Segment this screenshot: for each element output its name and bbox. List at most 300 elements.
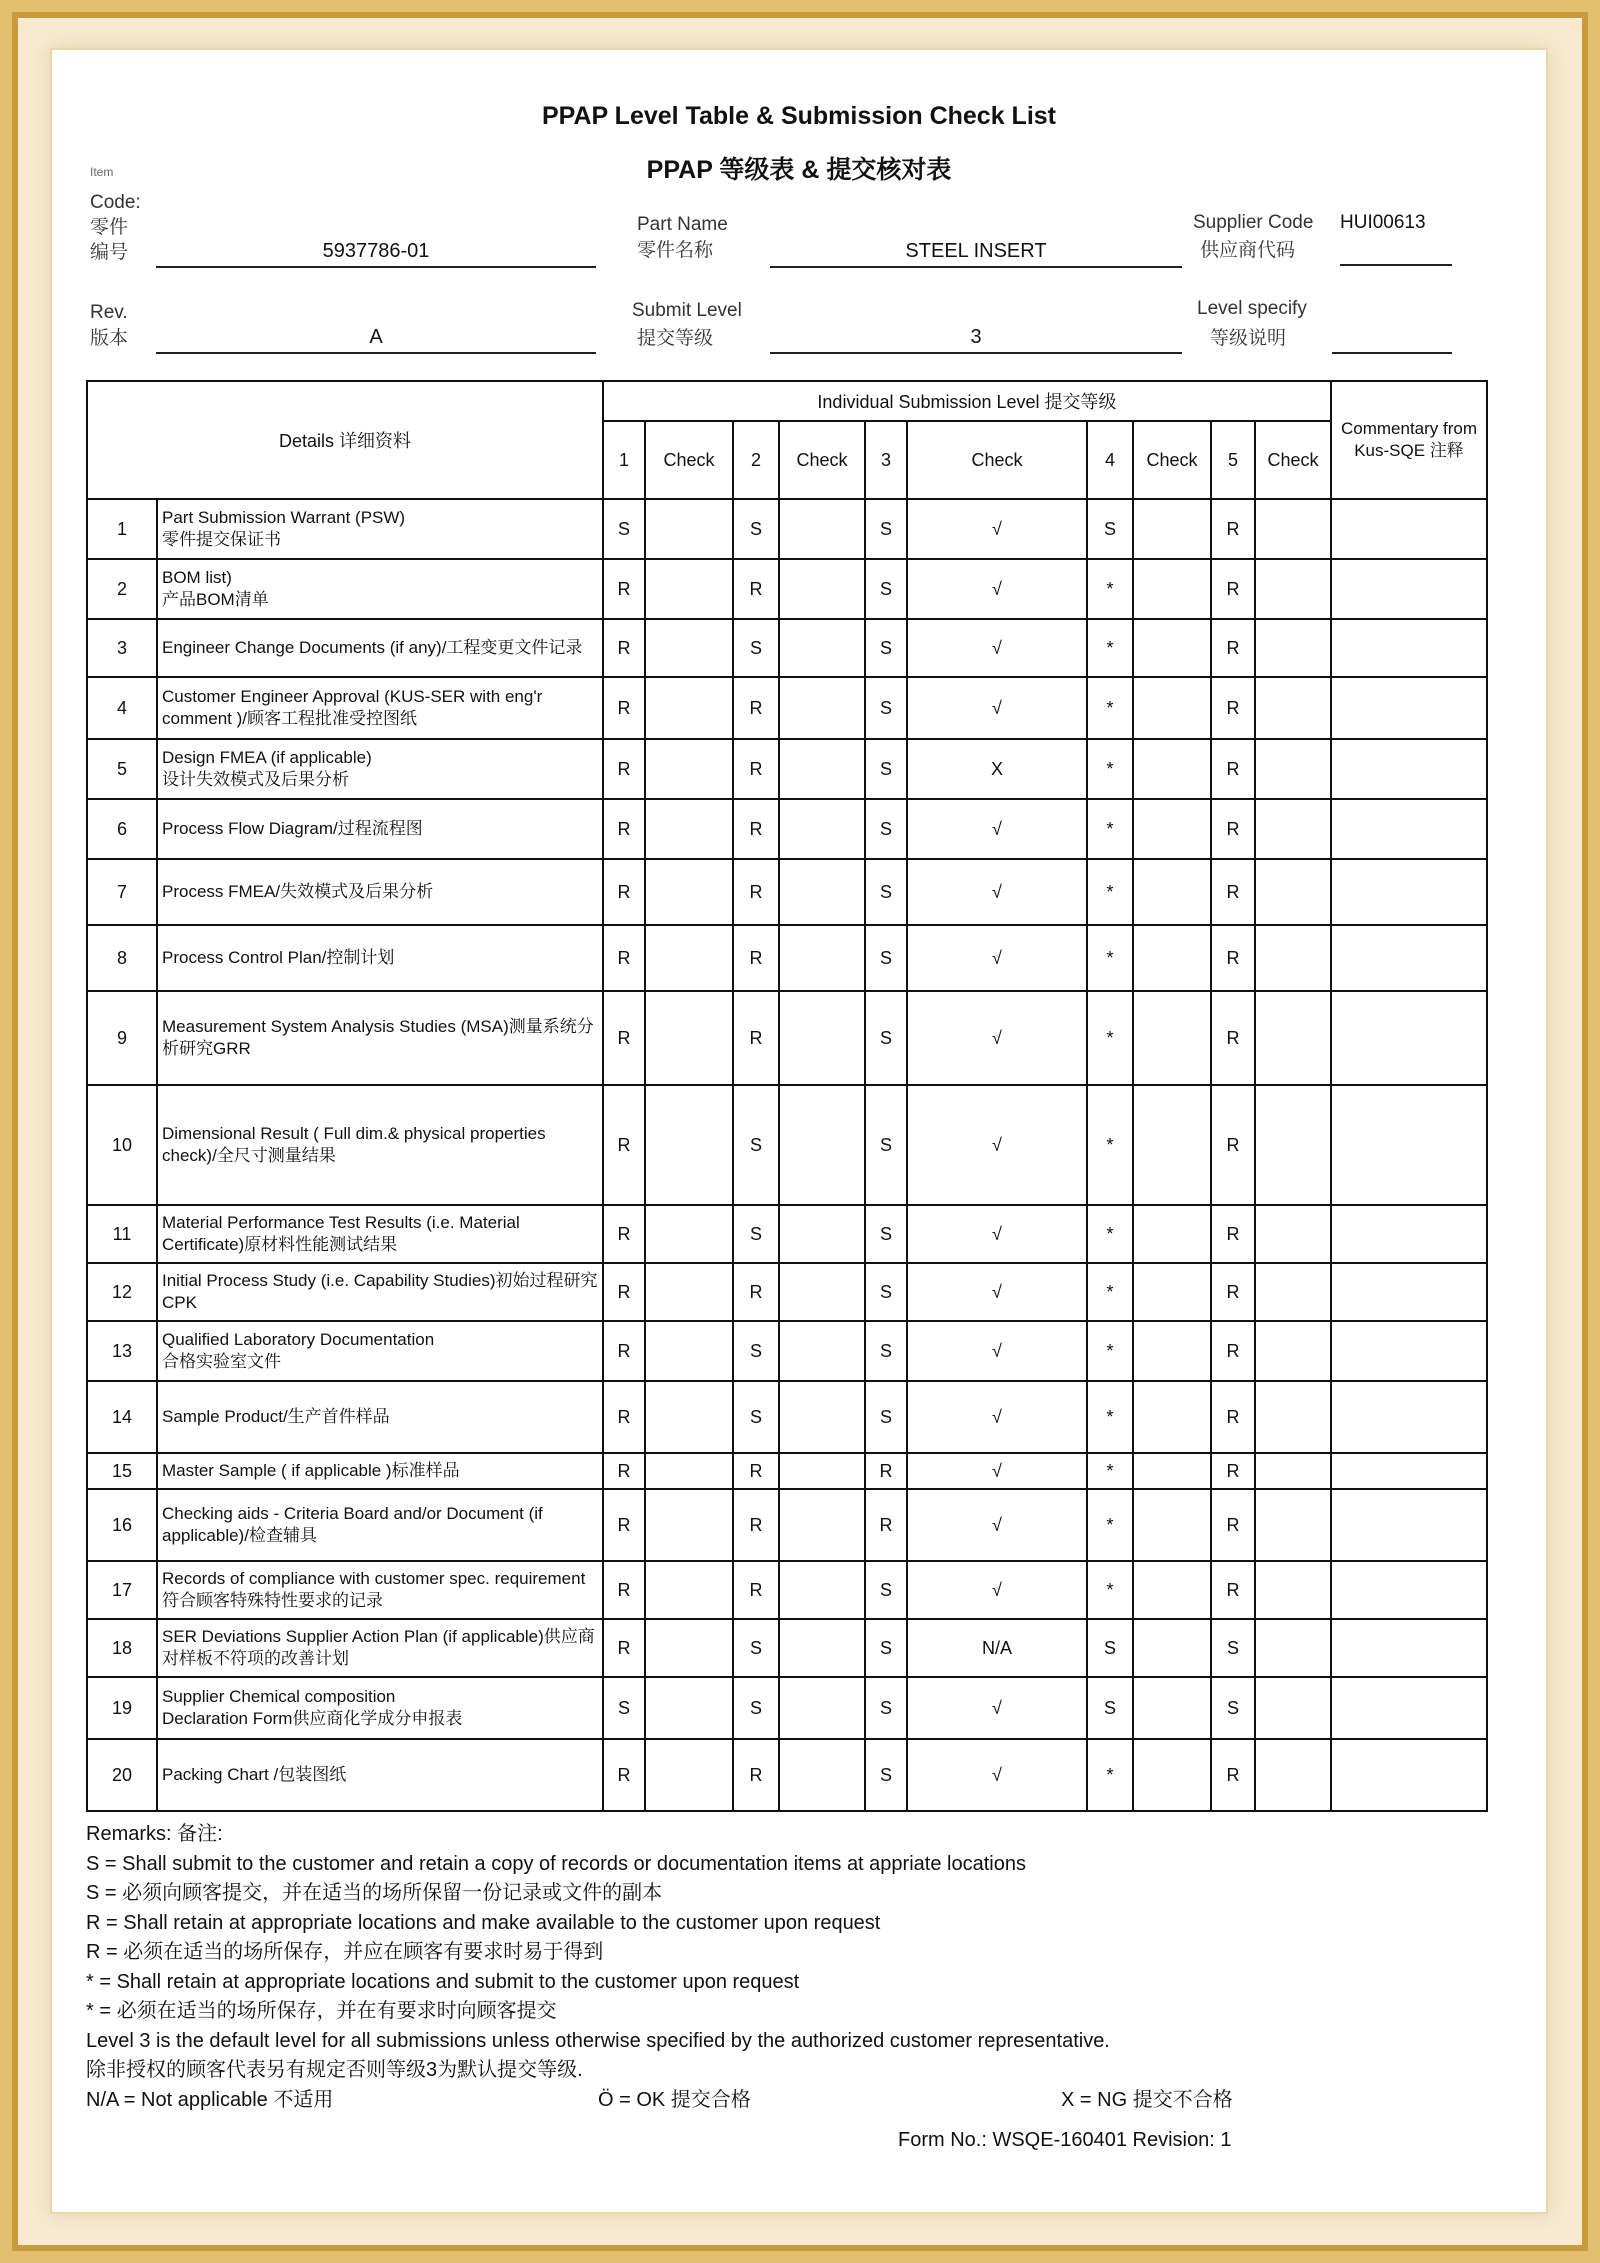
row-cell-c2 [779, 1321, 865, 1381]
row-cell-c1 [645, 559, 733, 619]
row-details: Engineer Change Documents (if any)/工程变更文件记录 [157, 619, 603, 677]
table-row [87, 1453, 1487, 1489]
row-commentary [1331, 991, 1487, 1085]
row-cell-c2 [779, 619, 865, 677]
row-number: 7 [87, 859, 157, 925]
row-cell-c4 [1133, 619, 1211, 677]
row-cell-l1: R [603, 1453, 645, 1489]
item-code-value: 5937786-01 [156, 236, 596, 268]
table-row [87, 499, 1487, 559]
row-cell-c5 [1255, 1263, 1331, 1321]
ppap-level-table [86, 380, 1488, 1812]
row-cell-l4: * [1087, 1561, 1133, 1619]
row-details: Customer Engineer Approval (KUS-SER with eng'r comment )/顾客工程批准受控图纸 [157, 677, 603, 739]
row-cell-l3: S [865, 677, 907, 739]
row-cell-l5: R [1211, 1453, 1255, 1489]
row-cell-c5 [1255, 1489, 1331, 1561]
row-cell-l3: R [865, 1489, 907, 1561]
row-details: Initial Process Study (i.e. Capability Studies)初始过程研究CPK [157, 1263, 603, 1321]
row-cell-l4: S [1087, 499, 1133, 559]
row-cell-l3: S [865, 1263, 907, 1321]
row-cell-l1: R [603, 1561, 645, 1619]
row-cell-l5: R [1211, 925, 1255, 991]
row-details: Design FMEA (if applicable) 设计失效模式及后果分析 [157, 739, 603, 799]
row-cell-l1: R [603, 799, 645, 859]
row-cell-l4: * [1087, 925, 1133, 991]
row-cell-l1: R [603, 1489, 645, 1561]
row-cell-c2 [779, 1453, 865, 1489]
row-cell-l4: * [1087, 739, 1133, 799]
row-number: 13 [87, 1321, 157, 1381]
form-number: Form No.: WSQE-160401 Revision: 1 [898, 2128, 1232, 2151]
row-cell-l2: R [733, 1489, 779, 1561]
row-cell-c2 [779, 677, 865, 739]
row-cell-c2 [779, 1489, 865, 1561]
row-cell-c1 [645, 739, 733, 799]
row-cell-l1: R [603, 619, 645, 677]
row-cell-c1 [645, 1381, 733, 1453]
row-cell-c1 [645, 1677, 733, 1739]
row-cell-c4 [1133, 1619, 1211, 1677]
item-code-label-cn1: 零件 [90, 217, 129, 238]
item-code-label-item: Item [90, 165, 114, 179]
row-cell-c4 [1133, 859, 1211, 925]
row-cell-c4 [1133, 1489, 1211, 1561]
level-header-4: Check [779, 421, 865, 499]
remark-line: Level 3 is the default level for all submissions unless otherwise specified by the authorized customer representative. [86, 2029, 1110, 2052]
row-cell-l2: R [733, 991, 779, 1085]
table-row [87, 1489, 1487, 1561]
row-cell-l1: S [603, 1677, 645, 1739]
row-cell-c5 [1255, 859, 1331, 925]
row-cell-l5: S [1211, 1677, 1255, 1739]
row-commentary [1331, 799, 1487, 859]
row-cell-c3: √ [907, 991, 1087, 1085]
row-details: Process Control Plan/控制计划 [157, 925, 603, 991]
row-cell-c3: √ [907, 925, 1087, 991]
row-cell-l3: S [865, 739, 907, 799]
row-cell-l5: R [1211, 991, 1255, 1085]
row-cell-c4 [1133, 677, 1211, 739]
row-cell-c2 [779, 925, 865, 991]
row-cell-c5 [1255, 1619, 1331, 1677]
row-cell-l1: R [603, 1085, 645, 1205]
row-cell-c1 [645, 677, 733, 739]
row-details: Supplier Chemical composition Declaration Form供应商化学成分申报表 [157, 1677, 603, 1739]
row-cell-l5: R [1211, 1381, 1255, 1453]
row-cell-c3: √ [907, 1381, 1087, 1453]
table-row [87, 677, 1487, 739]
row-number: 12 [87, 1263, 157, 1321]
level-header-6: Check [907, 421, 1087, 499]
row-cell-l4: * [1087, 1321, 1133, 1381]
row-cell-l2: S [733, 1321, 779, 1381]
row-commentary [1331, 1561, 1487, 1619]
submit-level-label-cn: 提交等级 [637, 328, 714, 349]
level-specify-label-en: Level specify [1197, 298, 1307, 319]
remarks-lines [86, 1850, 1506, 2086]
row-cell-c2 [779, 499, 865, 559]
row-cell-c3: √ [907, 1453, 1087, 1489]
row-cell-c4 [1133, 1677, 1211, 1739]
row-cell-c2 [779, 799, 865, 859]
row-cell-l2: R [733, 1561, 779, 1619]
row-cell-l5: R [1211, 1085, 1255, 1205]
row-number: 8 [87, 925, 157, 991]
details-header: Details 详细资料 [87, 381, 603, 499]
row-cell-c2 [779, 1739, 865, 1811]
row-cell-l4: * [1087, 1205, 1133, 1263]
table-row [87, 799, 1487, 859]
row-cell-l3: S [865, 559, 907, 619]
row-cell-l2: R [733, 1263, 779, 1321]
row-commentary [1331, 1321, 1487, 1381]
row-cell-c4 [1133, 925, 1211, 991]
row-cell-c5 [1255, 677, 1331, 739]
row-cell-l5: R [1211, 1321, 1255, 1381]
part-name-label-en: Part Name [637, 214, 728, 235]
level-specify-label-cn: 等级说明 [1210, 328, 1287, 349]
row-cell-c1 [645, 499, 733, 559]
row-cell-l3: S [865, 925, 907, 991]
row-commentary [1331, 739, 1487, 799]
row-cell-l1: R [603, 1739, 645, 1811]
level-header-1: 1 [603, 421, 645, 499]
row-number: 4 [87, 677, 157, 739]
row-cell-l5: R [1211, 1489, 1255, 1561]
row-cell-c2 [779, 1561, 865, 1619]
row-details: Checking aids - Criteria Board and/or Document (if applicable)/检查辅具 [157, 1489, 603, 1561]
row-cell-l2: S [733, 1619, 779, 1677]
level-header-3: 2 [733, 421, 779, 499]
row-cell-c3: √ [907, 1489, 1087, 1561]
row-cell-c3: √ [907, 799, 1087, 859]
row-cell-c2 [779, 1263, 865, 1321]
row-cell-c4 [1133, 499, 1211, 559]
level-header-5: 3 [865, 421, 907, 499]
row-cell-l4: * [1087, 1381, 1133, 1453]
row-cell-c4 [1133, 991, 1211, 1085]
row-cell-l1: R [603, 1263, 645, 1321]
row-cell-c5 [1255, 1321, 1331, 1381]
table-row [87, 1205, 1487, 1263]
rev-label-en: Rev. [90, 302, 128, 323]
row-cell-l1: S [603, 499, 645, 559]
row-cell-l1: R [603, 1205, 645, 1263]
level-header-9: 5 [1211, 421, 1255, 499]
row-cell-c4 [1133, 559, 1211, 619]
row-cell-c1 [645, 799, 733, 859]
table-row [87, 1677, 1487, 1739]
row-cell-c3: X [907, 739, 1087, 799]
row-cell-l4: * [1087, 1739, 1133, 1811]
row-cell-c5 [1255, 559, 1331, 619]
row-cell-l3: S [865, 1561, 907, 1619]
row-cell-c3: √ [907, 1263, 1087, 1321]
remarks-heading: Remarks: 备注: [86, 1823, 223, 1845]
row-cell-l5: R [1211, 799, 1255, 859]
row-cell-l3: S [865, 619, 907, 677]
row-cell-c3: √ [907, 1205, 1087, 1263]
submit-level-value: 3 [770, 322, 1182, 354]
row-cell-c3: √ [907, 677, 1087, 739]
row-details: Material Performance Test Results (i.e. Material Certificate)原材料性能测试结果 [157, 1205, 603, 1263]
row-cell-l5: R [1211, 1205, 1255, 1263]
row-cell-c5 [1255, 799, 1331, 859]
row-cell-l1: R [603, 1381, 645, 1453]
legend-ng: X = NG 提交不合格 [1061, 2088, 1233, 2111]
row-cell-l4: S [1087, 1619, 1133, 1677]
row-cell-l2: S [733, 619, 779, 677]
row-cell-c5 [1255, 1561, 1331, 1619]
row-cell-c1 [645, 1453, 733, 1489]
row-cell-l1: R [603, 1321, 645, 1381]
remark-line: R = 必须在适当的场所保存，并应在顾客有要求时易于得到 [86, 1941, 604, 1963]
row-cell-l1: R [603, 925, 645, 991]
row-cell-c2 [779, 559, 865, 619]
row-cell-c1 [645, 1489, 733, 1561]
row-cell-c5 [1255, 1205, 1331, 1263]
row-cell-c5 [1255, 1739, 1331, 1811]
legend-na: N/A = Not applicable 不适用 [86, 2088, 334, 2111]
row-cell-c2 [779, 1619, 865, 1677]
part-name-value: STEEL INSERT [770, 236, 1182, 268]
row-details: Process Flow Diagram/过程流程图 [157, 799, 603, 859]
row-number: 10 [87, 1085, 157, 1205]
supplier-code-underline [1340, 264, 1452, 266]
row-cell-l4: * [1087, 1263, 1133, 1321]
row-cell-c4 [1133, 1321, 1211, 1381]
table-row [87, 739, 1487, 799]
supplier-code-label-cn: 供应商代码 [1200, 240, 1296, 261]
row-details: SER Deviations Supplier Action Plan (if applicable)供应商对样板不符项的改善计划 [157, 1619, 603, 1677]
row-cell-l4: * [1087, 619, 1133, 677]
table-row [87, 991, 1487, 1085]
row-cell-l3: S [865, 1619, 907, 1677]
row-cell-l2: S [733, 1085, 779, 1205]
part-name-label-cn: 零件名称 [637, 240, 714, 261]
row-cell-c2 [779, 1085, 865, 1205]
row-cell-l4: * [1087, 1453, 1133, 1489]
level-header-7: 4 [1087, 421, 1133, 499]
row-cell-c5 [1255, 925, 1331, 991]
table-row [87, 619, 1487, 677]
row-cell-c5 [1255, 619, 1331, 677]
table-row [87, 859, 1487, 925]
row-cell-c3: N/A [907, 1619, 1087, 1677]
row-details: Measurement System Analysis Studies (MSA)测量系统分析研究GRR [157, 991, 603, 1085]
remark-line: 除非授权的顾客代表另有规定否则等级3为默认提交等级. [86, 2059, 583, 2081]
row-cell-l4: * [1087, 859, 1133, 925]
row-cell-c1 [645, 991, 733, 1085]
row-cell-c1 [645, 1739, 733, 1811]
row-cell-l4: * [1087, 991, 1133, 1085]
row-number: 15 [87, 1453, 157, 1489]
row-cell-l5: R [1211, 619, 1255, 677]
supplier-code-label-en: Supplier Code [1193, 212, 1314, 233]
table-row [87, 1263, 1487, 1321]
row-cell-l3: S [865, 859, 907, 925]
row-cell-c2 [779, 991, 865, 1085]
row-commentary [1331, 859, 1487, 925]
row-cell-l5: R [1211, 677, 1255, 739]
row-cell-c1 [645, 1619, 733, 1677]
level-header-10: Check [1255, 421, 1331, 499]
row-cell-c5 [1255, 1085, 1331, 1205]
individual-level-header: Individual Submission Level 提交等级 [603, 381, 1331, 421]
row-cell-l2: S [733, 1381, 779, 1453]
row-details: Qualified Laboratory Documentation 合格实验室文件 [157, 1321, 603, 1381]
row-number: 3 [87, 619, 157, 677]
row-cell-l3: S [865, 499, 907, 559]
title-en: PPAP Level Table & Submission Check List [541, 102, 1057, 130]
row-cell-c3: √ [907, 1677, 1087, 1739]
level-header-2: Check [645, 421, 733, 499]
row-cell-l4: * [1087, 677, 1133, 739]
row-cell-c4 [1133, 1381, 1211, 1453]
row-details: Dimensional Result ( Full dim.& physical properties check)/全尺寸测量结果 [157, 1085, 603, 1205]
table-body [87, 499, 1487, 1811]
title-cn: PPAP 等级表 & 提交核对表 [646, 156, 952, 184]
row-number: 20 [87, 1739, 157, 1811]
row-cell-c4 [1133, 1453, 1211, 1489]
row-number: 14 [87, 1381, 157, 1453]
row-cell-c4 [1133, 739, 1211, 799]
table-row [87, 559, 1487, 619]
row-cell-c5 [1255, 499, 1331, 559]
row-cell-c4 [1133, 1263, 1211, 1321]
row-cell-l1: R [603, 1619, 645, 1677]
row-cell-c3: √ [907, 499, 1087, 559]
supplier-code-value: HUI00613 [1340, 212, 1426, 233]
row-cell-c2 [779, 859, 865, 925]
row-number: 5 [87, 739, 157, 799]
row-cell-c4 [1133, 1739, 1211, 1811]
row-number: 6 [87, 799, 157, 859]
row-cell-c5 [1255, 1677, 1331, 1739]
row-commentary [1331, 1205, 1487, 1263]
row-cell-l3: S [865, 1381, 907, 1453]
row-cell-c3: √ [907, 1561, 1087, 1619]
row-commentary [1331, 1453, 1487, 1489]
row-commentary [1331, 1739, 1487, 1811]
row-cell-c5 [1255, 1453, 1331, 1489]
row-cell-l1: R [603, 991, 645, 1085]
row-cell-l2: R [733, 925, 779, 991]
row-cell-l5: R [1211, 739, 1255, 799]
rev-value: A [156, 322, 596, 354]
row-cell-c1 [645, 1085, 733, 1205]
row-cell-c1 [645, 1321, 733, 1381]
commentary-header: Commentary from Kus-SQE 注释 [1331, 381, 1487, 499]
row-commentary [1331, 925, 1487, 991]
row-cell-l4: * [1087, 1489, 1133, 1561]
row-cell-l3: S [865, 1739, 907, 1811]
row-cell-l1: R [603, 859, 645, 925]
row-cell-l3: S [865, 1085, 907, 1205]
row-number: 2 [87, 559, 157, 619]
row-cell-l4: * [1087, 799, 1133, 859]
table-row [87, 1619, 1487, 1677]
row-cell-l3: S [865, 1205, 907, 1263]
table-row [87, 1739, 1487, 1811]
row-cell-l2: R [733, 1453, 779, 1489]
level-header-8: Check [1133, 421, 1211, 499]
row-number: 11 [87, 1205, 157, 1263]
row-commentary [1331, 619, 1487, 677]
table-row [87, 1321, 1487, 1381]
row-details: Part Submission Warrant (PSW) 零件提交保证书 [157, 499, 603, 559]
row-commentary [1331, 1381, 1487, 1453]
row-cell-c1 [645, 925, 733, 991]
row-cell-c3: √ [907, 619, 1087, 677]
table-row [87, 1381, 1487, 1453]
item-code-label-cn2: 编号 [90, 242, 129, 263]
row-number: 17 [87, 1561, 157, 1619]
row-cell-c2 [779, 739, 865, 799]
row-commentary [1331, 1489, 1487, 1561]
row-cell-l2: S [733, 1205, 779, 1263]
row-cell-c5 [1255, 991, 1331, 1085]
remark-line: * = Shall retain at appropriate locations and submit to the customer upon request [86, 1970, 800, 1993]
row-cell-c3: √ [907, 1739, 1087, 1811]
table-row [87, 925, 1487, 991]
rev-label-cn: 版本 [90, 328, 129, 349]
row-cell-c1 [645, 1205, 733, 1263]
row-cell-c5 [1255, 1381, 1331, 1453]
row-cell-l1: R [603, 739, 645, 799]
row-cell-c3: √ [907, 1085, 1087, 1205]
row-commentary [1331, 559, 1487, 619]
row-cell-c3: √ [907, 559, 1087, 619]
row-cell-l2: R [733, 859, 779, 925]
row-cell-l5: R [1211, 1561, 1255, 1619]
row-details: Process FMEA/失效模式及后果分析 [157, 859, 603, 925]
row-cell-c3: √ [907, 859, 1087, 925]
row-details: BOM list) 产品BOM清单 [157, 559, 603, 619]
row-number: 9 [87, 991, 157, 1085]
remark-line: S = 必须向顾客提交，并在适当的场所保留一份记录或文件的副本 [86, 1882, 663, 1904]
row-details: Master Sample ( if applicable )标准样品 [157, 1453, 603, 1489]
remark-line: * = 必须在适当的场所保存，并在有要求时向顾客提交 [86, 2000, 557, 2022]
row-details: Packing Chart /包装图纸 [157, 1739, 603, 1811]
row-commentary [1331, 1619, 1487, 1677]
row-cell-c1 [645, 1263, 733, 1321]
row-cell-l2: R [733, 1739, 779, 1811]
row-number: 16 [87, 1489, 157, 1561]
row-cell-c4 [1133, 1085, 1211, 1205]
row-cell-l5: R [1211, 1263, 1255, 1321]
row-cell-l1: R [603, 677, 645, 739]
row-cell-l3: S [865, 1321, 907, 1381]
row-details: Records of compliance with customer spec. requirement符合顾客特殊特性要求的记录 [157, 1561, 603, 1619]
row-cell-l4: * [1087, 559, 1133, 619]
row-cell-l1: R [603, 559, 645, 619]
legend-row [86, 2086, 1506, 2118]
row-commentary [1331, 1263, 1487, 1321]
row-cell-c3: √ [907, 1321, 1087, 1381]
table-row [87, 1561, 1487, 1619]
row-cell-l5: R [1211, 499, 1255, 559]
row-number: 1 [87, 499, 157, 559]
row-commentary [1331, 1085, 1487, 1205]
row-cell-l3: S [865, 1677, 907, 1739]
row-cell-l3: S [865, 991, 907, 1085]
row-cell-l3: S [865, 799, 907, 859]
row-cell-c1 [645, 1561, 733, 1619]
table-row [87, 1085, 1487, 1205]
row-cell-l4: S [1087, 1677, 1133, 1739]
